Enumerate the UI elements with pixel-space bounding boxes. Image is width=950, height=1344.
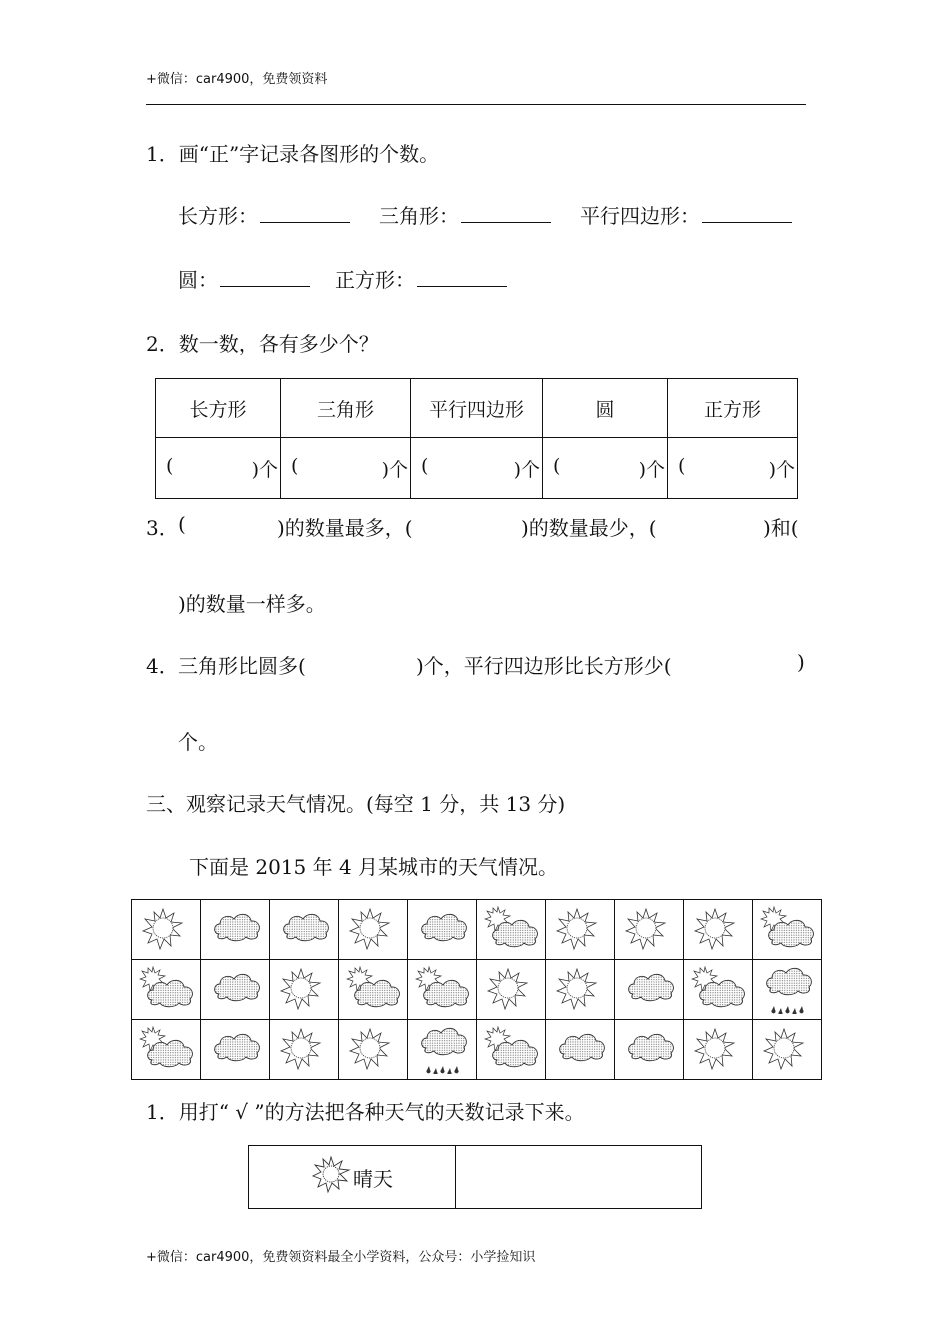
weather-cell <box>132 900 201 960</box>
sunny-icon <box>270 1026 338 1074</box>
partly-cloudy-icon <box>339 966 407 1014</box>
q3-part1: ( <box>178 512 186 536</box>
q1-parallelogram-field <box>580 200 792 229</box>
cloudy-icon <box>201 1026 269 1074</box>
weather-cell <box>201 900 270 960</box>
q1-rect-label: 长方形： <box>178 204 258 228</box>
sunny-icon <box>132 906 200 954</box>
sunny-icon <box>546 966 614 1014</box>
q2-paren-open: ( <box>421 454 429 477</box>
section3-intro: 下面是 2015 年 4 月某城市的天气情况。 <box>189 855 559 879</box>
tally-prompt: 1．用打“ √ ”的方法把各种天气的天数记录下来。 <box>146 1100 585 1124</box>
weather-cell <box>477 900 546 960</box>
q1-parallelogram-blank[interactable] <box>702 202 792 223</box>
sunny-icon <box>477 966 545 1014</box>
weather-cell <box>477 960 546 1020</box>
weather-cell <box>408 900 477 960</box>
q2-answer-circle[interactable] <box>543 438 668 499</box>
q2-answer-rect[interactable] <box>156 438 281 499</box>
q4-part2: )个，平行四边形比长方形少( <box>416 654 672 678</box>
sunny-icon <box>546 906 614 954</box>
section3-title: 三、观察记录天气情况。(每空 1 分，共 13 分) <box>146 792 566 816</box>
q2-header-rect: 长方形 <box>156 379 281 438</box>
q2-paren-close: )个 <box>381 458 408 481</box>
sunny-icon <box>684 906 752 954</box>
partly-cloudy-icon <box>132 1026 200 1074</box>
cloudy-icon <box>270 906 338 954</box>
footer-note: +微信：car4900，免费领资料最全小学资料，公众号：小学捡知识 <box>146 1250 536 1265</box>
weather-cell <box>615 960 684 1020</box>
partly-cloudy-icon <box>477 1026 545 1074</box>
cloudy-icon <box>546 1026 614 1074</box>
weather-cell <box>615 1020 684 1080</box>
q1-circle-blank[interactable] <box>220 266 310 287</box>
sunny-icon <box>615 906 683 954</box>
cloudy-icon <box>615 1026 683 1074</box>
weather-cell <box>546 1020 615 1080</box>
header-divider <box>146 104 806 105</box>
q2-answer-square[interactable] <box>668 438 798 499</box>
q1-circle-field <box>178 264 310 293</box>
tally-label-sunny: 晴天 <box>353 1166 393 1191</box>
partly-cloudy-icon <box>408 966 476 1014</box>
weather-cell <box>753 1020 822 1080</box>
q4-number: 4． <box>146 654 179 678</box>
q1-square-label: 正方形： <box>335 268 415 292</box>
weather-cell <box>270 960 339 1020</box>
q1-prompt: 1．画“正”字记录各图形的个数。 <box>146 142 440 166</box>
q3-part4: )和( <box>763 516 799 540</box>
q2-paren-open: ( <box>678 454 686 477</box>
weather-cell <box>408 1020 477 1080</box>
cloudy-icon <box>408 906 476 954</box>
q2-header-parallelogram: 平行四边形 <box>411 379 543 438</box>
cloudy-icon <box>201 966 269 1014</box>
q2-count-table <box>155 378 798 499</box>
partly-cloudy-icon <box>477 906 545 954</box>
tally-table <box>248 1145 702 1209</box>
weather-cell <box>753 960 822 1020</box>
q3-number: 3． <box>146 516 179 540</box>
q2-answer-triangle[interactable] <box>281 438 411 499</box>
header-note: +微信：car4900，免费领资料 <box>146 72 328 87</box>
sunny-icon <box>270 966 338 1014</box>
weather-row <box>132 1020 822 1080</box>
weather-cell <box>132 1020 201 1080</box>
weather-cell <box>477 1020 546 1080</box>
q1-rect-blank[interactable] <box>260 202 350 223</box>
q1-parallelogram-label: 平行四边形： <box>580 204 700 228</box>
q3-part3: )的数量最少，( <box>521 516 657 540</box>
partly-cloudy-icon <box>132 966 200 1014</box>
q4-line2: 个。 <box>178 730 218 754</box>
weather-cell <box>339 900 408 960</box>
q2-paren-close: )个 <box>251 458 278 481</box>
q2-paren-open: ( <box>291 454 299 477</box>
q2-paren-close: )个 <box>513 458 540 481</box>
weather-cell <box>684 960 753 1020</box>
partly-cloudy-icon <box>753 906 821 954</box>
q1-square-field <box>335 264 507 293</box>
rainy-icon <box>408 1026 476 1074</box>
weather-cell <box>339 1020 408 1080</box>
sunny-icon <box>753 1026 821 1074</box>
weather-cell <box>270 1020 339 1080</box>
weather-cell <box>132 960 201 1020</box>
q2-answer-parallelogram[interactable] <box>411 438 543 499</box>
sunny-icon <box>684 1026 752 1074</box>
weather-cell <box>408 960 477 1020</box>
weather-cell <box>270 900 339 960</box>
q2-header-circle: 圆 <box>543 379 668 438</box>
q2-paren-close: )个 <box>768 458 795 481</box>
q2-paren-open: ( <box>553 454 561 477</box>
tally-label-cell <box>249 1146 456 1209</box>
weather-grid <box>131 899 822 1080</box>
weather-row <box>132 960 822 1020</box>
weather-cell <box>684 1020 753 1080</box>
q1-circle-label: 圆： <box>178 268 218 292</box>
q2-header-square: 正方形 <box>668 379 798 438</box>
weather-row <box>132 900 822 960</box>
partly-cloudy-icon <box>684 966 752 1014</box>
q1-triangle-label: 三角形： <box>379 204 459 228</box>
sun-icon <box>311 1155 351 1200</box>
q2-paren-open: ( <box>166 454 174 477</box>
weather-cell <box>615 900 684 960</box>
sunny-icon <box>339 1026 407 1074</box>
q1-rect-field <box>178 200 350 229</box>
cloudy-icon <box>201 906 269 954</box>
q2-header-triangle: 三角形 <box>281 379 411 438</box>
q2-paren-close: )个 <box>638 458 665 481</box>
weather-cell <box>546 900 615 960</box>
q3-line2: )的数量一样多。 <box>178 592 326 616</box>
tally-input-cell[interactable] <box>456 1146 702 1209</box>
sunny-icon <box>339 906 407 954</box>
rainy-icon <box>753 966 821 1014</box>
q3-part2: )的数量最多，( <box>277 516 413 540</box>
q1-triangle-blank[interactable] <box>461 202 551 223</box>
cloudy-icon <box>615 966 683 1014</box>
q4-part1: 三角形比圆多( <box>178 654 306 678</box>
weather-cell <box>546 960 615 1020</box>
q2-prompt: 2．数一数，各有多少个？ <box>146 332 379 356</box>
q1-triangle-field <box>379 200 551 229</box>
weather-cell <box>684 900 753 960</box>
q4-part3: ) <box>797 650 805 674</box>
q1-square-blank[interactable] <box>417 266 507 287</box>
weather-cell <box>753 900 822 960</box>
weather-cell <box>201 1020 270 1080</box>
weather-cell <box>339 960 408 1020</box>
weather-cell <box>201 960 270 1020</box>
